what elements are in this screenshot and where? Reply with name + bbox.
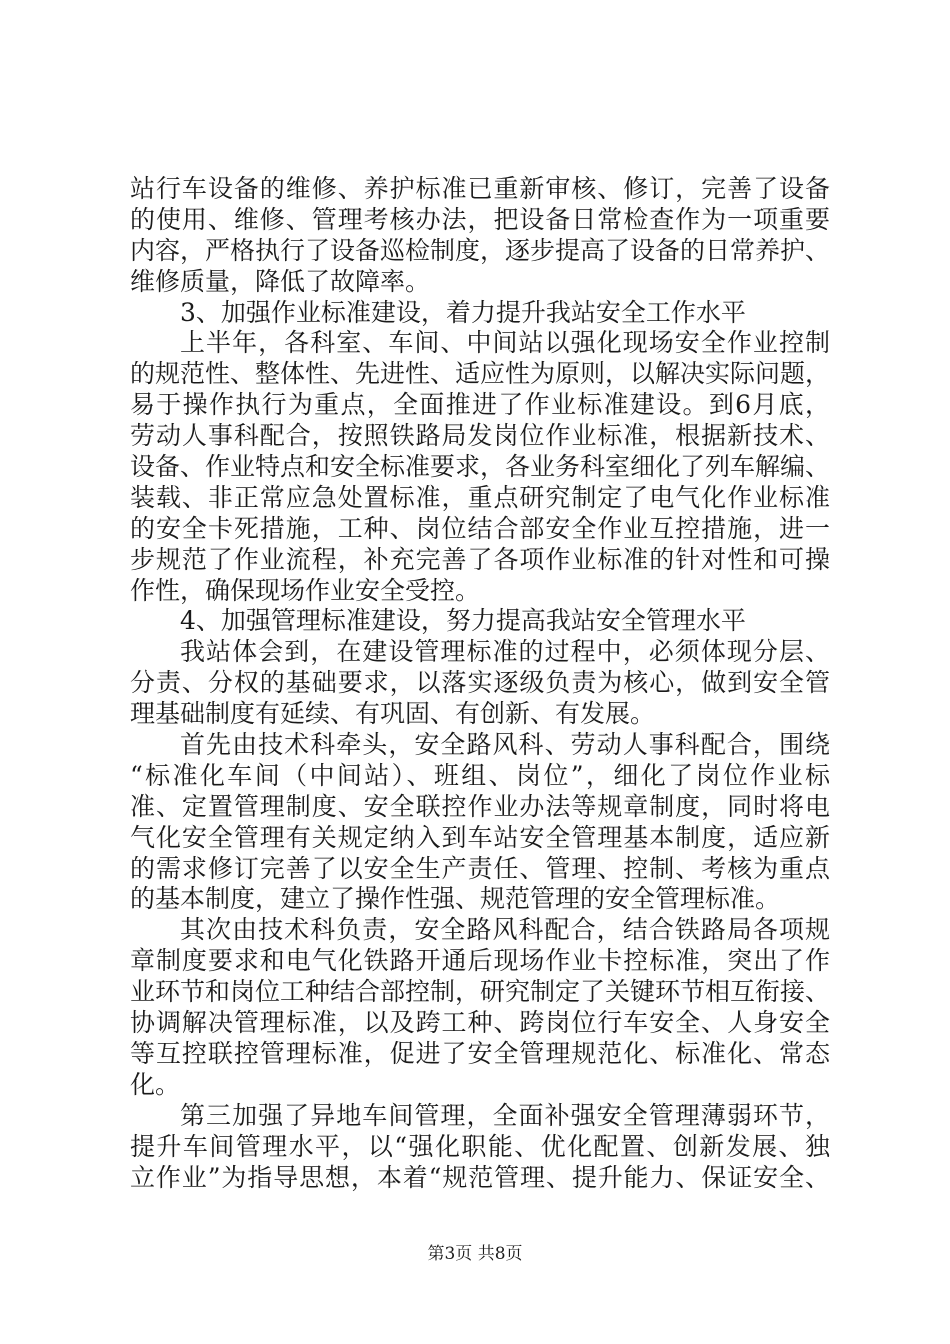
text-line: 章制度要求和电气化铁路开通后现场作业卡控标准，突出了作	[130, 946, 830, 976]
text-line: 的规范性、整体性、先进性、适应性为原则，以解决实际问题，	[130, 359, 831, 389]
text-line: 理基础制度有延续、有巩固、有创新、有发展。	[130, 699, 656, 729]
text-line: “标准化车间（中间站）、班组、岗位”，细化了岗位作业标	[130, 760, 830, 790]
document-body	[130, 174, 830, 1193]
text-line: 步规范了作业流程，补充完善了各项作业标准的针对性和可操	[130, 544, 830, 574]
text-line: 首先由技术科牵头，安全路风科、劳动人事科配合，围绕	[180, 730, 830, 760]
text-line: 气化安全管理有关规定纳入到车站安全管理基本制度，适应新	[130, 822, 830, 852]
text-line: 的安全卡死措施，工种、岗位结合部安全作业互控措施，进一	[130, 513, 830, 543]
text-line: 作性，确保现场作业安全受控。	[130, 575, 481, 605]
text-line: 立作业”为指导思想，本着“规范管理、提升能力、保证安全、	[130, 1162, 830, 1192]
text-line: 分责、分权的基础要求，以落实逐级负责为核心，做到安全管	[130, 668, 830, 698]
text-line: 内容，严格执行了设备巡检制度，逐步提高了设备的日常养护、	[130, 235, 831, 265]
text-line: 设备、作业特点和安全标准要求，各业务科室细化了列车解编、	[130, 452, 831, 482]
text-line: 劳动人事科配合，按照铁路局发岗位作业标准，根据新技术、	[130, 421, 830, 451]
text-line: 3、加强作业标准建设，着力提升我站安全工作水平	[180, 297, 746, 327]
text-line: 上半年，各科室、车间、中间站以强化现场安全作业控制	[180, 328, 830, 358]
text-line: 易于操作执行为重点，全面推进了作业标准建设。到6月底，	[130, 390, 830, 420]
text-line: 的基本制度，建立了操作性强、规范管理的安全管理标准。	[130, 884, 781, 914]
text-line: 第三加强了异地车间管理，全面补强安全管理薄弱环节，	[180, 1100, 830, 1130]
text-line: 业环节和岗位工种结合部控制，研究制定了关键环节相互衔接、	[130, 977, 831, 1007]
text-line: 提升车间管理水平，以“强化职能、优化配置、创新发展、独	[130, 1131, 830, 1161]
text-line: 装载、非正常应急处置标准，重点研究制定了电气化作业标准	[130, 482, 830, 512]
text-line: 我站体会到，在建设管理标准的过程中，必须体现分层、	[180, 637, 830, 667]
text-line: 站行车设备的维修、养护标准已重新审核、修订，完善了设备	[130, 174, 830, 203]
text-line: 维修质量，降低了故障率。	[130, 266, 431, 296]
text-line: 化。	[130, 1069, 181, 1099]
page-footer: 第3页 共8页	[427, 1244, 523, 1264]
text-line: 的使用、维修、管理考核办法，把设备日常检查作为一项重要	[130, 204, 830, 234]
text-line: 其次由技术科负责，安全路风科配合，结合铁路局各项规	[180, 915, 830, 945]
text-line: 的需求修订完善了以安全生产责任、管理、控制、考核为重点	[130, 853, 830, 883]
text-line: 准、定置管理制度、安全联控作业办法等规章制度，同时将电	[130, 791, 830, 821]
text-line: 协调解决管理标准，以及跨工种、跨岗位行车安全、人身安全	[130, 1008, 830, 1038]
text-line: 等互控联控管理标准，促进了安全管理规范化、标准化、常态	[130, 1038, 830, 1068]
text-line: 4、加强管理标准建设，努力提高我站安全管理水平	[180, 606, 746, 636]
